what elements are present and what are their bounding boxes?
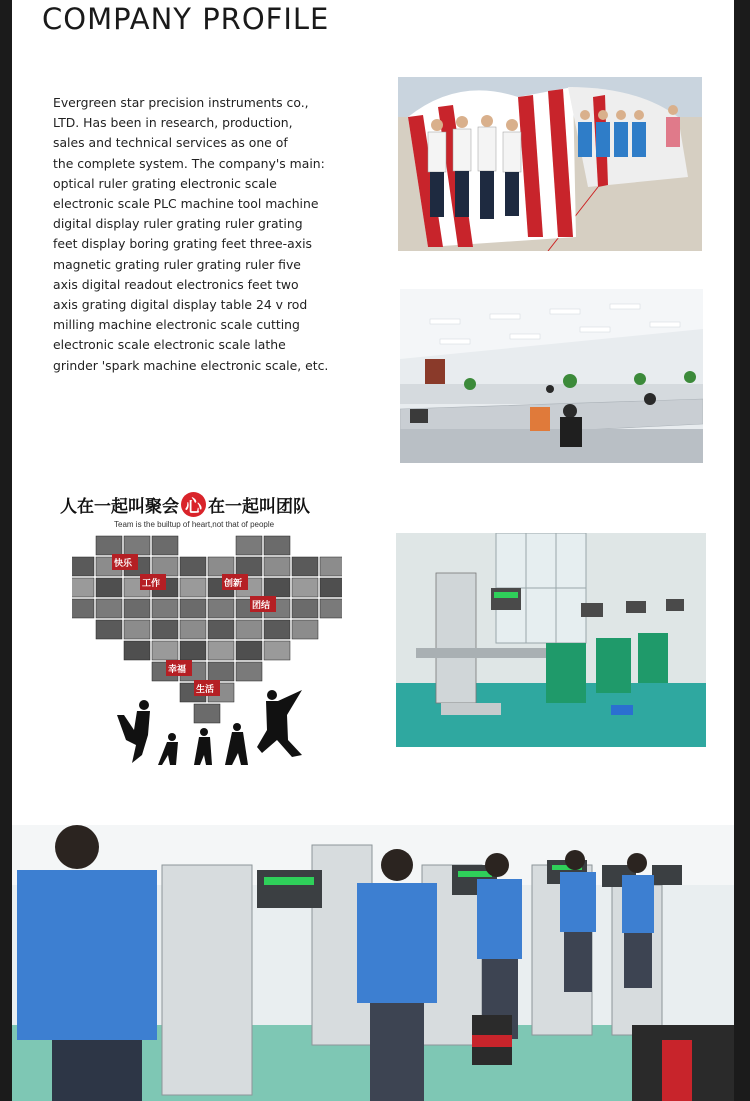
mosaic-photo-tile (208, 662, 234, 681)
mosaic-photo-tile (124, 641, 150, 660)
mosaic-photo-tile (236, 620, 262, 639)
workshop-workers-photo (12, 825, 734, 1101)
mosaic-photo-tile (264, 641, 290, 660)
heart-badge: 心 (181, 492, 206, 517)
factory-machines-photo (396, 533, 706, 747)
mosaic-photo-tile (180, 641, 206, 660)
mosaic-photo-tile (124, 599, 150, 618)
mosaic-photo-tile (264, 620, 290, 639)
mosaic-photo-tile (320, 599, 342, 618)
description-line: feet display boring grating feet three-axis (53, 236, 312, 252)
description-line: axis grating digital display table 24 v rod (53, 297, 308, 313)
mosaic-photo-tile (208, 557, 234, 576)
mosaic-photo-tile (152, 536, 178, 555)
mosaic-photo-tile (124, 536, 150, 555)
mosaic-photo-tile (208, 620, 234, 639)
team-slogan (60, 492, 350, 517)
mosaic-photo-tile (292, 599, 318, 618)
mosaic-photo-tile (152, 557, 178, 576)
mosaic-photo-tile (180, 557, 206, 576)
mosaic-photo-tile (292, 620, 318, 639)
mosaic-photo-tile (152, 620, 178, 639)
description-line: digital display ruler grating ruler grating (53, 216, 303, 232)
mosaic-photo-tile (152, 599, 178, 618)
mosaic-photo-tile (96, 599, 122, 618)
description-line: electronic scale PLC machine tool machine (53, 196, 319, 212)
svg-text:团结: 团结 (252, 601, 271, 611)
team-heart-graphic (52, 490, 352, 775)
mosaic-photo-tile (264, 536, 290, 555)
mosaic-photo-tile (208, 599, 234, 618)
svg-text:工作: 工作 (142, 579, 161, 589)
mosaic-photo-tile (320, 557, 342, 576)
slogan-right: 在一起叫团队 (208, 497, 310, 517)
svg-text:幸福: 幸福 (168, 665, 187, 675)
mosaic-photo-tile (96, 578, 122, 597)
mosaic-photo-tile (72, 599, 94, 618)
slogan-left: 人在一起叫聚会 (60, 497, 179, 517)
mosaic-photo-tile (292, 578, 318, 597)
mosaic-photo-tile (152, 641, 178, 660)
mosaic-photo-tile (236, 536, 262, 555)
description-line: magnetic grating ruler grating ruler five (53, 256, 301, 272)
jumping-people-silhouette (112, 685, 312, 770)
description-line: Evergreen star precision instruments co., (53, 95, 309, 110)
description-line: LTD. Has been in research, production, (53, 115, 293, 131)
mosaic-photo-tile (320, 578, 342, 597)
mosaic-photo-tile (72, 578, 94, 597)
description-line: axis digital readout electronics feet two (53, 276, 299, 292)
mosaic-photo-tile (292, 557, 318, 576)
mosaic-photo-tile (96, 620, 122, 639)
description-line: electronic scale electronic scale lathe (53, 337, 286, 353)
description-line: the complete system. The company's main: (53, 155, 325, 171)
mosaic-photo-tile (236, 662, 262, 681)
company-description (53, 93, 353, 376)
mosaic-photo-tile (96, 536, 122, 555)
mosaic-photo-tile (208, 641, 234, 660)
description-line: optical ruler grating electronic scale (53, 175, 277, 191)
company-profile-page (12, 0, 734, 1101)
description-line: milling machine electronic scale cutting (53, 317, 300, 333)
description-line: grinder 'spark machine electronic scale, etc. (53, 357, 329, 373)
mosaic-photo-tile (72, 557, 94, 576)
mosaic-photo-tile (264, 578, 290, 597)
mosaic-photo-tile (236, 557, 262, 576)
svg-text:创新: 创新 (224, 579, 243, 589)
team-slogan-subtitle: Team is the builtup of heart,not that of people (114, 520, 275, 529)
mosaic-photo-tile (180, 599, 206, 618)
description-line: sales and technical services as one of (53, 135, 288, 151)
mosaic-photo-tile (236, 641, 262, 660)
mosaic-photo-tile (180, 620, 206, 639)
svg-text:快乐: 快乐 (114, 559, 133, 569)
team-building-photo (398, 77, 702, 251)
mosaic-photo-tile (180, 578, 206, 597)
page-title: COMPANY PROFILE (42, 2, 330, 36)
mosaic-photo-tile (264, 557, 290, 576)
office-photo (400, 289, 703, 463)
svg-text:生活: 生活 (196, 685, 215, 695)
mosaic-photo-tile (124, 620, 150, 639)
